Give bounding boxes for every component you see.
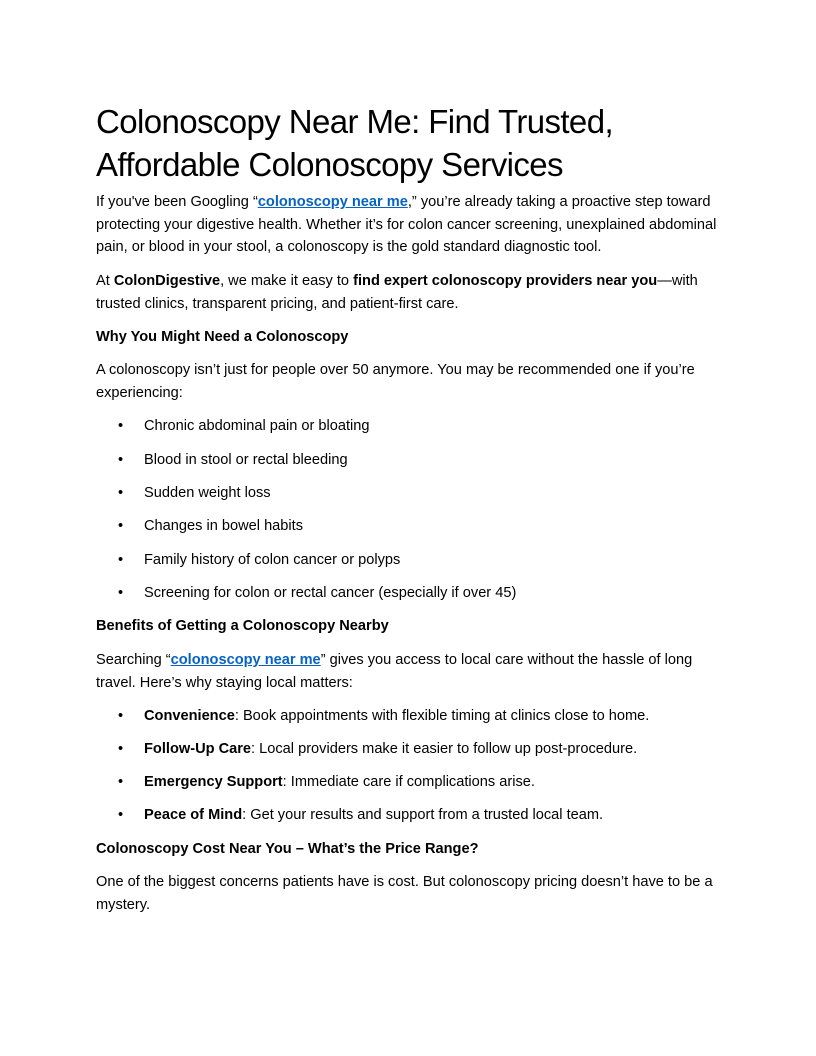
bullet-icon: •: [118, 452, 124, 468]
bullet-icon: •: [118, 807, 124, 823]
section-heading-cost: Colonoscopy Cost Near You – What’s the Price Range?: [96, 841, 479, 857]
section2-intro-end: ” gives you access to local care without the hassle of long travel. Here’s why staying local matters:: [96, 652, 693, 691]
benefit-desc: : Local providers make it easier to follow up post-procedure.: [251, 741, 638, 757]
about-prefix: At: [96, 273, 114, 289]
benefit-term: Peace of Mind: [144, 807, 243, 823]
about-emphasis: find expert colonoscopy providers near you: [353, 273, 658, 289]
about-middle: , we make it easy to: [220, 273, 354, 289]
benefit-term: Follow-Up Care: [144, 741, 252, 757]
benefit-desc: : Immediate care if complications arise.: [282, 774, 535, 790]
bullet-icon: •: [118, 741, 124, 757]
bullet-icon: •: [118, 485, 124, 501]
colonoscopy-near-me-link[interactable]: colonoscopy near me: [170, 652, 321, 668]
benefit-desc: : Book appointments with flexible timing at clinics close to home.: [234, 708, 650, 724]
bullet-icon: •: [118, 708, 124, 724]
section2-intro: [96, 649, 720, 694]
section2-intro-start: Searching “: [96, 652, 171, 668]
benefit-desc: : Get your results and support from a trusted local team.: [242, 807, 604, 823]
intro-text-end: ,” you’re already taking a proactive step toward protecting your digestive health. Whether it’s for colon cancer screening, unexplained abdominal pain, or blood in your stool, a colonoscopy is the gold standard diagnostic tool.: [96, 194, 717, 255]
bullet-icon: •: [118, 585, 124, 601]
section3-intro: One of the biggest concerns patients have is cost. But colonoscopy pricing doesn’t have to be a mystery.: [96, 874, 713, 913]
bullet-icon: •: [118, 774, 124, 790]
section-heading-why: Why You Might Need a Colonoscopy: [96, 329, 349, 345]
section1-intro: A colonoscopy isn’t just for people over 50 anymore. You may be recommended one if you’re experiencing:: [96, 362, 695, 401]
brand-name: ColonDigestive: [113, 273, 221, 289]
intro-paragraph: [96, 191, 720, 259]
bullet-icon: •: [118, 418, 124, 434]
colonoscopy-near-me-link[interactable]: colonoscopy near me: [257, 194, 408, 210]
benefit-term: Emergency Support: [144, 774, 283, 790]
bullet-icon: •: [118, 552, 124, 568]
intro-text-start: If you've been Googling “: [96, 194, 258, 210]
section-heading-benefits: Benefits of Getting a Colonoscopy Nearby: [96, 618, 389, 634]
about-suffix: —with trusted clinics, transparent pricing, and patient-first care.: [96, 273, 698, 312]
bullet-icon: •: [118, 518, 124, 534]
page-title: Colonoscopy Near Me: Find Trusted, Affordable Colonoscopy Services: [96, 103, 614, 183]
benefit-term: Convenience: [144, 708, 235, 724]
about-paragraph: [96, 270, 720, 315]
